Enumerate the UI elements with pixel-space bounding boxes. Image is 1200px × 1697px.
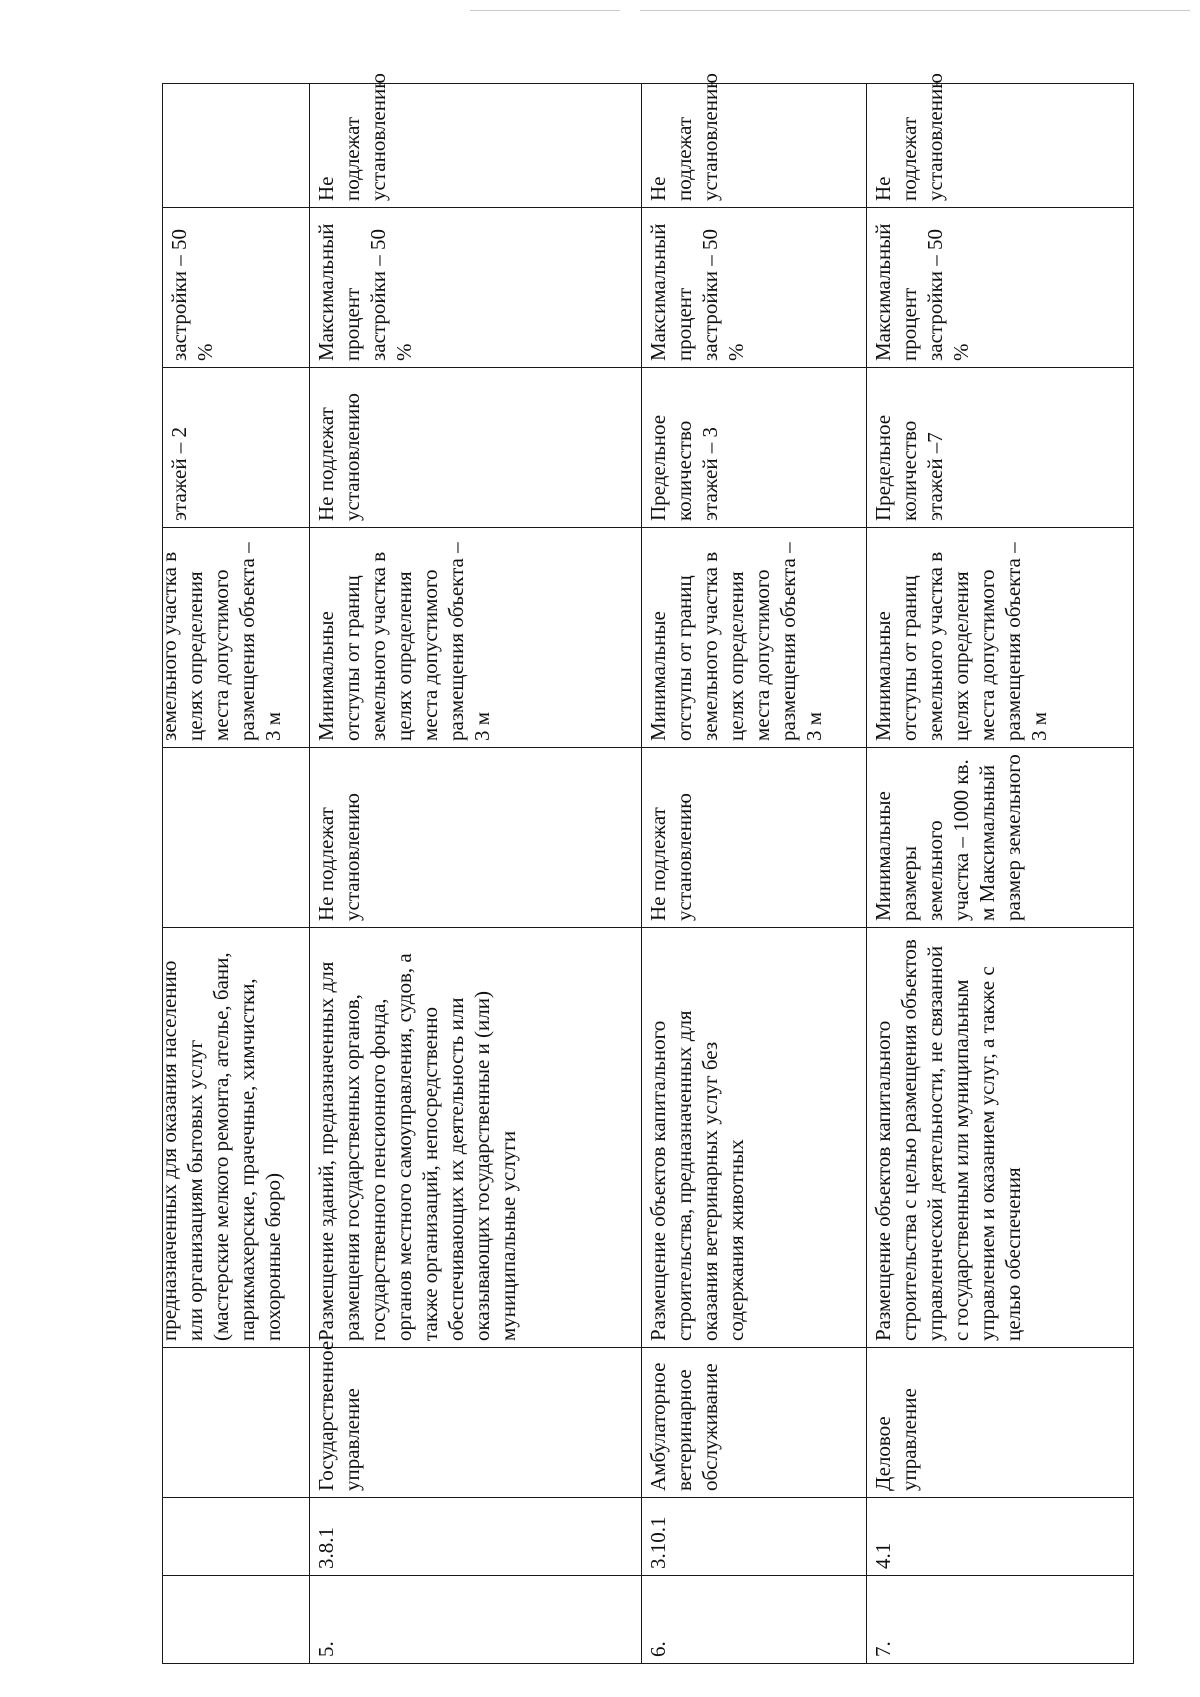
- rotated-page-content: [157, 73, 1105, 1664]
- use-code: 3.10.1: [642, 1498, 867, 1576]
- plot-size-limits: Не подлежат установлению: [642, 748, 867, 928]
- use-code: [163, 1498, 310, 1576]
- plot-size-limits: Не подлежат установлению: [310, 748, 642, 928]
- other-limits: Не подлежат установлению: [642, 84, 867, 208]
- use-description: Размещение зданий, предназначенных для размещения государственных органов, государственного пенсионного фонда, органов местного самоуправления, судов, а также организаций, непосредственно обеспечивающих их деятельность или оказывающих государственные и (или) муниципальные услуги: [310, 928, 642, 1348]
- land-use-regulations-table: [157, 73, 1134, 1664]
- table-row: [163, 84, 310, 1664]
- use-code: 3.8.1: [310, 1498, 642, 1576]
- coverage-limits: Максимальный процент застройки – 50 %: [310, 208, 642, 368]
- use-name: Государственное управление: [310, 1348, 642, 1498]
- other-limits: [163, 84, 310, 208]
- setback-limits: земельного участка в целях определения места допустимого размещения объекта – 3 м: [163, 528, 310, 748]
- scan-edge-mark: [640, 10, 1190, 11]
- other-limits: Не подлежат установлению: [867, 84, 1134, 208]
- row-number: 7.: [867, 1576, 1134, 1664]
- setback-limits: Минимальные отступы от границ земельного участка в целях определения места допустимого размещения объекта – 3 м: [310, 528, 642, 748]
- floor-limits: Не подлежат установлению: [310, 368, 642, 528]
- use-name: Деловое управление: [867, 1348, 1134, 1498]
- use-description: предназначенных для оказания населению или организациям бытовых услуг (мастерские мелкого ремонта, ателье, бани, парикмахерские, прачечные, химчистки, похоронные бюро): [163, 928, 310, 1348]
- row-number: 6.: [642, 1576, 867, 1664]
- use-name: [163, 1348, 310, 1498]
- row-number: [163, 1576, 310, 1664]
- coverage-limits: застройки – 50 %: [163, 208, 310, 368]
- setback-limits: Минимальные отступы от границ земельного участка в целях определения места допустимого размещения объекта –3 м: [642, 528, 867, 748]
- use-description: Размещение объектов капитального строительства с целью размещения объектов управленческой деятельности, не связанной с государственным или муниципальным управлением и оказанием услуг, а также с целью обеспечения: [867, 928, 1134, 1348]
- plot-size-limits: Минимальные размеры земельного участка – 1000 кв. м Максимальный размер земельного: [867, 748, 1134, 928]
- floor-limits: Предельное количество этажей –7: [867, 368, 1134, 528]
- table-row: [310, 84, 642, 1664]
- row-number: 5.: [310, 1576, 642, 1664]
- scan-edge-mark: [470, 10, 620, 11]
- use-name: Амбулаторное ветеринарное обслуживание: [642, 1348, 867, 1498]
- table-row: [642, 84, 867, 1664]
- use-description: Размещение объектов капитального строительства, предназначенных для оказания ветеринарных услуг без содержания животных: [642, 928, 867, 1348]
- floor-limits: этажей – 2: [163, 368, 310, 528]
- table-row: [867, 84, 1134, 1664]
- floor-limits: Предельное количество этажей – 3: [642, 368, 867, 528]
- coverage-limits: Максимальный процент застройки – 50 %: [642, 208, 867, 368]
- plot-size-limits: [163, 748, 310, 928]
- use-code: 4.1: [867, 1498, 1134, 1576]
- coverage-limits: Максимальный процент застройки – 50 %: [867, 208, 1134, 368]
- other-limits: Не подлежат установлению: [310, 84, 642, 208]
- setback-limits: Минимальные отступы от границ земельного участка в целях определения места допустимого размещения объекта – 3 м: [867, 528, 1134, 748]
